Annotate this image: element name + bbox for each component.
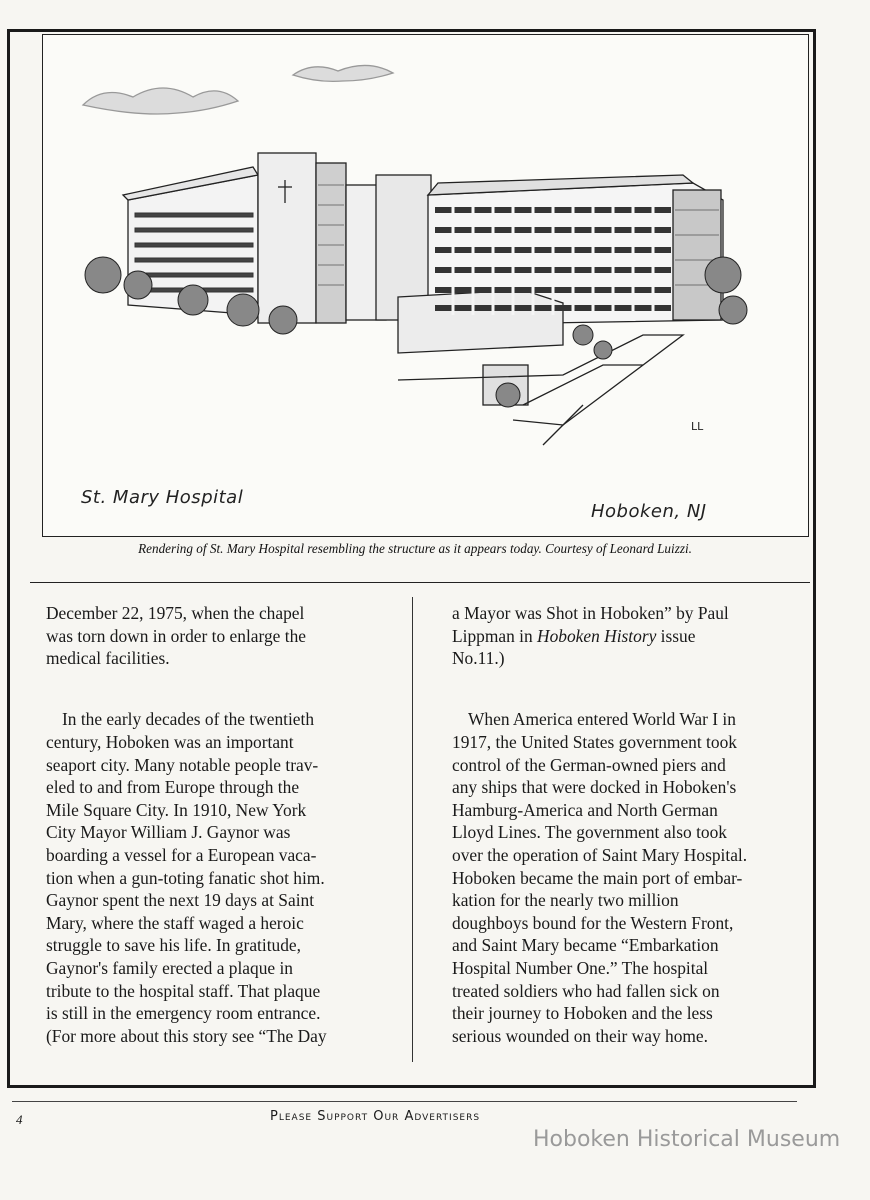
right-line: a Mayor was Shot in Hoboken” by Paul (452, 603, 729, 623)
left-line: struggle to save his life. In gratitude, (46, 935, 302, 956)
right-line: their journey to Hoboken and the less (452, 1003, 713, 1024)
right-line: doughboys bound for the Western Front, (452, 912, 734, 933)
right-line: When America entered World War I in (468, 709, 736, 730)
page-number: 4 (16, 1112, 23, 1127)
illustration-label-right: Hoboken, NJ (591, 501, 707, 522)
right-line: serious wounded on their way home. (452, 1025, 708, 1046)
right-line: and Saint Mary became “Embarkation (452, 935, 719, 956)
left-line: is still in the emergency room entrance. (46, 1003, 321, 1024)
left-line: Mary, where the staff waged a heroic (46, 912, 304, 933)
right-line: control of the German-owned piers and (452, 754, 726, 775)
publication-title: Hoboken History (537, 625, 657, 646)
left-line: tribute to the hospital staff. That plaque (46, 980, 321, 1001)
right-line-text: issue (656, 625, 696, 646)
right-line: any ships that were docked in Hoboken's (452, 777, 737, 798)
right-column (452, 602, 802, 1047)
right-line-text: Lippman in (452, 625, 538, 646)
left-line: December 22, 1975, when the chapel (46, 603, 305, 623)
right-line: over the operation of Saint Mary Hospital. (452, 844, 748, 865)
footer-banner: Please Support Our Advertisers (270, 1109, 481, 1124)
left-column (46, 602, 386, 1047)
right-line (452, 625, 802, 648)
left-line: boarding a vessel for a European vaca- (46, 844, 317, 865)
left-line: Gaynor's family erected a plaque in (46, 957, 293, 978)
left-line: In the early decades of the twentieth (62, 709, 315, 730)
left-line: City Mayor William J. Gaynor was (46, 822, 291, 843)
caption-rule (30, 582, 810, 583)
right-line: Lloyd Lines. The government also took (452, 822, 727, 843)
left-line: eled to and from Europe through the (46, 777, 300, 798)
artist-mark: LL (691, 420, 704, 433)
left-line: Mile Square City. In 1910, New York (46, 799, 307, 820)
left-line: (For more about this story see “The Day (46, 1025, 327, 1046)
museum-watermark: Hoboken Historical Museum (533, 1127, 841, 1152)
footer-rule (12, 1101, 797, 1102)
figure-caption: Rendering of St. Mary Hospital resembling the structure as it appears today. Courtesy of Leonard Luizzi. (138, 541, 692, 556)
illustration-label-left: St. Mary Hospital (81, 487, 244, 508)
right-line: Hoboken became the main port of embar- (452, 867, 743, 888)
left-line: century, Hoboken was an important (46, 731, 294, 752)
right-line: Hospital Number One.” The hospital (452, 957, 709, 978)
hospital-drawing (43, 35, 809, 537)
hospital-illustration (42, 34, 809, 537)
left-line: medical facilities. (46, 648, 170, 669)
left-line: tion when a gun-toting fanatic shot him. (46, 867, 325, 888)
right-line: kation for the nearly two million (452, 890, 679, 911)
right-line: 1917, the United States government took (452, 731, 737, 752)
right-line: No.11.) (452, 648, 505, 669)
right-line: Hamburg-America and North German (452, 799, 718, 820)
column-divider (412, 597, 413, 1062)
left-line: Gaynor spent the next 19 days at Saint (46, 890, 315, 911)
left-line: seaport city. Many notable people trav- (46, 754, 319, 775)
left-line: was torn down in order to enlarge the (46, 625, 306, 646)
right-line: treated soldiers who had fallen sick on (452, 980, 720, 1001)
